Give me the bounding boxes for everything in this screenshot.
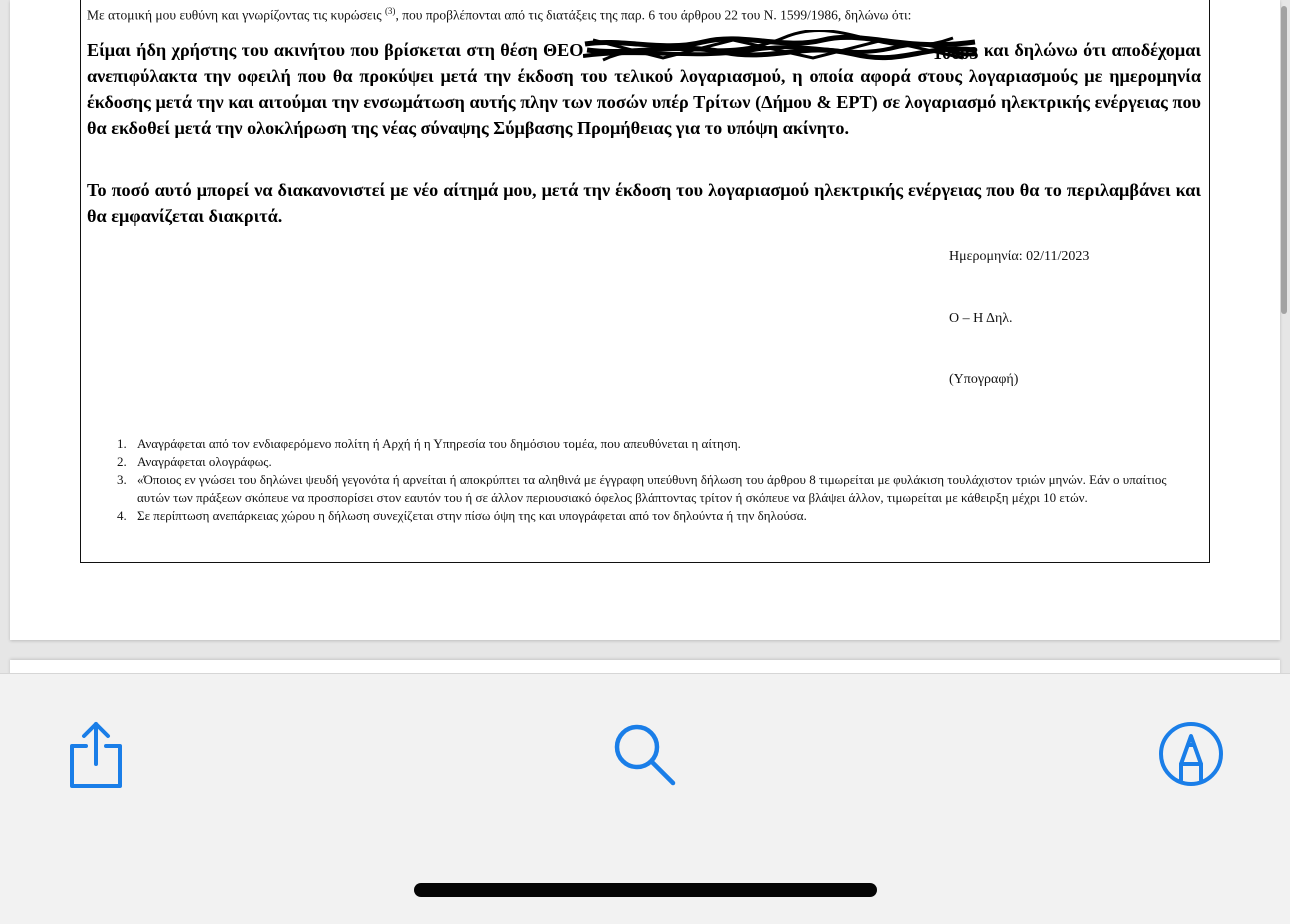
redaction-scribble <box>583 40 979 63</box>
declarant-line: Ο – Η Δηλ. <box>949 311 1013 326</box>
home-indicator <box>414 883 877 897</box>
intro-line <box>87 6 1197 24</box>
share-icon <box>64 718 128 795</box>
bottom-toolbar <box>0 673 1290 924</box>
footnote-ref: (3) <box>384 6 396 16</box>
footnote-text: Αναγράφεται από τον ενδιαφερόμενο πολίτη ή Αρχή ή η Υπηρεσία του δημόσιου τομέα, που απευθύνεται η αίτηση. <box>137 436 741 451</box>
declaration-paragraph-1 <box>87 37 1201 141</box>
footnote-number: 4. <box>117 508 127 523</box>
visible-number-tail: 10603 <box>932 43 979 63</box>
footnote-item <box>99 471 1199 507</box>
declaration-form-box <box>80 0 1210 563</box>
footnotes-list <box>99 435 1199 525</box>
footnote-item <box>99 435 1199 453</box>
footnote-number: 3. <box>117 472 127 487</box>
footnote-item <box>99 453 1199 471</box>
pdf-page <box>10 0 1280 640</box>
date-line: Ημερομηνία: 02/11/2023 <box>949 249 1090 264</box>
para1-before: Είμαι ήδη χρήστης του ακινήτου που βρίσκεται στη θέση ΘΕΟ <box>87 40 584 60</box>
footnote-number: 1. <box>117 436 127 451</box>
share-button[interactable] <box>58 718 134 794</box>
search-button[interactable] <box>606 718 682 794</box>
next-pdf-page <box>10 660 1280 673</box>
declaration-paragraph-2: Το ποσό αυτό μπορεί να διακανονιστεί με νέο αίτημά μου, μετά την έκδοση του λογαριασμού ηλεκτρικής ενέργειας που θα το περιλαμβάνει και θα εμφανίζεται διακριτά. <box>87 180 1201 226</box>
search-icon <box>611 721 677 792</box>
footnote-text: «Όποιος εν γνώσει του δηλώνει ψευδή γεγονότα ή αρνείται ή αποκρύπτει τα αληθινά με έγγραφη υπεύθυνη δήλωση του άρθρου 8 τιμωρείται με φυλάκιση τουλάχιστον τριών μηνών. Εάν ο υπαίτιος αυτών των πράξεων σκόπευε να προσπορίσει στον εαυτόν του ή σε άλλον περιουσιακό όφελος βλάπτοντας τρίτον ή σκόπευε να βλάψει άλλον, τιμωρείται με κάθειρξη μέχρι 10 ετών. <box>137 472 1167 505</box>
footnote-number: 2. <box>117 454 127 469</box>
footnote-item <box>99 507 1199 525</box>
para1-after: και δηλώνω ότι αποδέχομαι ανεπιφύλακτα την οφειλή που θα προκύψει μετά την έκδοση του τελικού λογαριασμού, η οποία αφορά στους λογαριασμούς με ημερομηνία έκδοσης μετά την και αιτούμαι την ενσωμάτωση αυτής πλην των ποσών υπέρ Τρίτων (Δήμου & ΕΡΤ) σε λογαριασμό ηλεκτρικής ενέργειας που θα εκδοθεί μετά την ολοκλήρωση της νέας σύναψης Σύμβασης Προμήθειας για το υπόψη ακίνητο. <box>87 40 1201 138</box>
markup-button[interactable] <box>1153 718 1229 794</box>
footnote-text: Σε περίπτωση ανεπάρκειας χώρου η δήλωση συνεχίζεται στην πίσω όψη της και υπογράφεται από τον δηλούντα ή την δηλούσα. <box>137 508 807 523</box>
vertical-scrollbar[interactable] <box>1281 6 1287 314</box>
markup-pen-icon <box>1157 720 1225 793</box>
intro-text: Με ατομική μου ευθύνη και γνωρίζοντας τις κυρώσεις <box>87 7 385 23</box>
signature-line: (Υπογραφή) <box>949 372 1019 387</box>
footnote-text: Αναγράφεται ολογράφως. <box>137 454 272 469</box>
intro-tail: , που προβλέπονται από τις διατάξεις της παρ. 6 του άρθρου 22 του Ν. 1599/1986, δηλώνω ότι: <box>395 7 912 23</box>
